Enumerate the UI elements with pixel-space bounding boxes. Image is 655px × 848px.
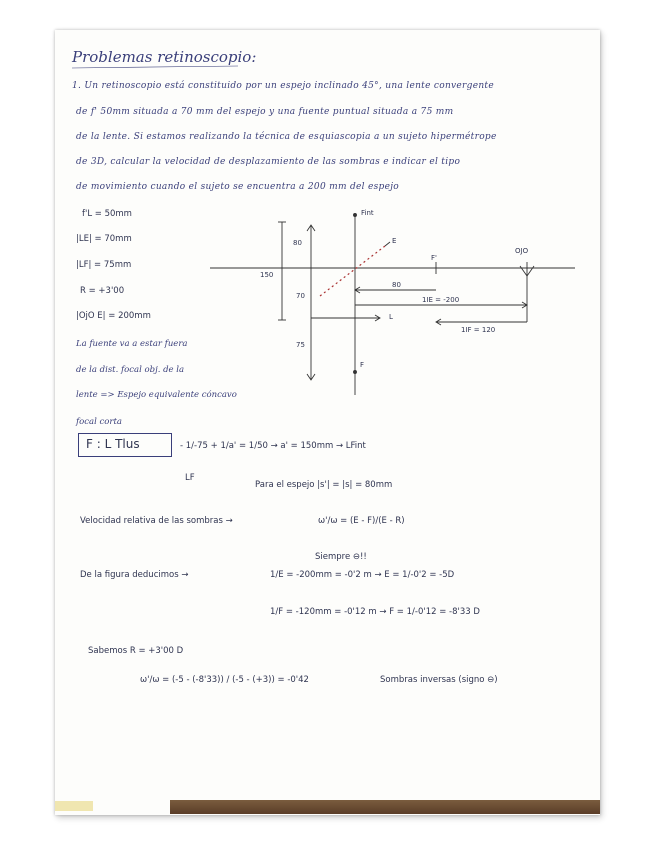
note-line-3: lente => Espejo equivalente cóncavo (76, 390, 237, 400)
siempre-note: Siempre ⊖!! (315, 552, 367, 562)
given-ojo-e: |OjO E| = 200mm (76, 311, 151, 321)
figure-label: De la figura deducimos → (80, 570, 189, 580)
given-lf: |LF| = 75mm (76, 260, 132, 270)
note-line-1: La fuente va a estar fuera (76, 339, 188, 349)
diagram-dim-75: 75 (296, 341, 305, 349)
velocity-label: Velocidad relativa de las sombras → (80, 516, 233, 526)
diagram-fprime: F' (431, 254, 437, 262)
note-line-2: de la dist. focal obj. de la (76, 365, 185, 375)
result-equation: ω'/ω = (-5 - (-8'33)) / (-5 - (+3)) = -0'42 (140, 675, 309, 685)
diagram-e: E (392, 237, 397, 245)
sabemos-line: Sabemos R = +3'00 D (88, 646, 184, 656)
diagram-ie: 1IE = -200 (422, 296, 460, 304)
diagram-dim-150: 150 (260, 271, 274, 279)
diagram-dim-80b: 80 (392, 281, 401, 289)
note-line-4: focal corta (76, 417, 122, 427)
formula-left: F : L Tlus (86, 437, 140, 451)
diagram-l: L (389, 313, 393, 321)
problem-line-3: de la lente. Si estamos realizando la técnica de esquiascopia a un sujeto hipermétrope (76, 132, 497, 142)
lens-equation: - 1/-75 + 1/a' = 1/50 → a' = 150mm → LFint (180, 441, 366, 451)
velocity-formula: ω'/ω = (E - F)/(E - R) (318, 516, 405, 526)
problem-line-1: 1. Un retinoscopio está constituido por un espejo inclinado 45°, una lente convergente (72, 81, 494, 91)
problem-line-2: de f' 50mm situada a 70 mm del espejo y una fuente puntual situada a 75 mm (76, 107, 454, 117)
problem-line-5: de movimiento cuando el sujeto se encuentra a 200 mm del espejo (76, 182, 400, 192)
problem-line-4: de 3D, calcular la velocidad de desplazamiento de las sombras e indicar el tipo (76, 157, 461, 167)
page-title: Problemas retinoscopio: (72, 48, 257, 66)
given-fl: f'L = 50mm (82, 209, 132, 219)
f-equation: 1/F = -120mm = -0'12 m → F = 1/-0'12 = -8'33 D (270, 607, 480, 617)
result-note: Sombras inversas (signo ⊖) (380, 675, 498, 685)
diagram-fint: Fint (361, 209, 374, 217)
diagram-dim-80a: 80 (293, 239, 302, 247)
given-r: R = +3'00 (80, 286, 125, 296)
mirror-distance: Para el espejo |s'| = |s| = 80mm (255, 480, 393, 490)
diagram-f: F (360, 361, 365, 369)
diagram-if: 1IF = 120 (461, 326, 496, 334)
e-equation: 1/E = -200mm = -0'2 m → E = 1/-0'2 = -5D (270, 570, 455, 580)
given-le: |LE| = 70mm (76, 234, 132, 244)
lens-lf-label: LF (185, 473, 195, 483)
diagram-dim-70: 70 (296, 292, 305, 300)
diagram-ojo: OJO (515, 247, 529, 255)
